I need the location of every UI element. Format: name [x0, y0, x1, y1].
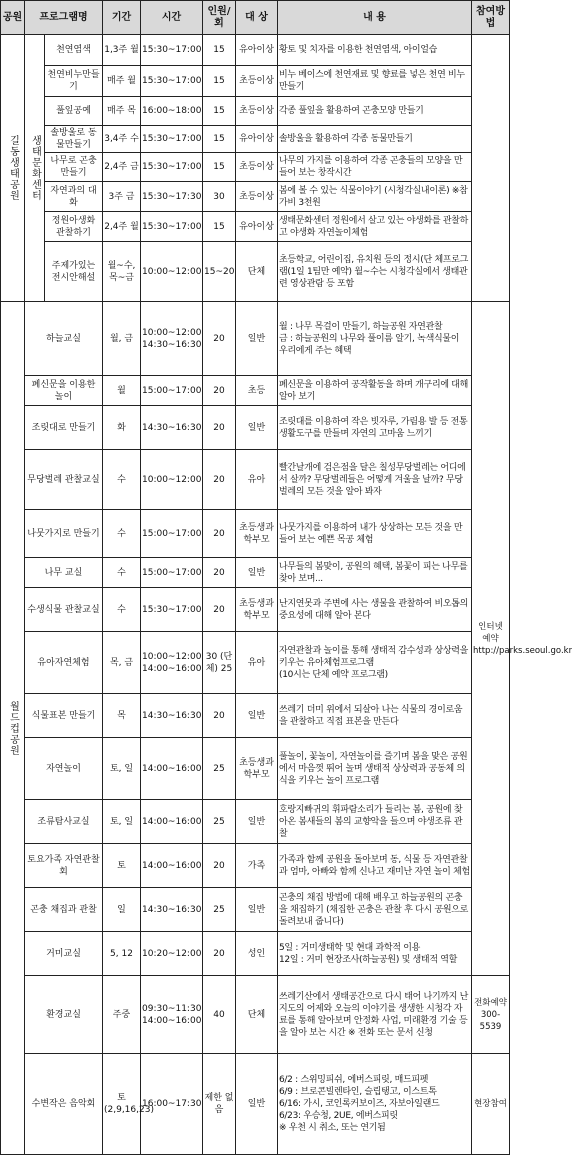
program-period: 목, 금 — [103, 632, 141, 694]
program-capacity: 20 — [203, 588, 236, 632]
program-period: 월~수, 목~금 — [103, 242, 141, 302]
program-target: 초등 — [236, 376, 278, 406]
program-description: 6/2 : 스위밍피쉬, 에버스피릿, 매드피펫 6/9 : 브로콘빌렌타인, 슬립탱고, 이스트톡 6/16: 가시, 코인록커보이즈, 자보아일랜드 6/23: 우승청, 2UE, 에버스피릿 ※ 우천 시 취소, 또는 연기됨 — [278, 1054, 472, 1155]
header-period: 기간 — [103, 1, 141, 35]
program-target: 초등생과 학부모 — [236, 588, 278, 632]
program-time: 10:00~12:00 14:00~16:00 — [141, 632, 203, 694]
program-name: 자연놀이 — [25, 738, 103, 800]
program-time: 15:00~17:00 — [141, 510, 203, 558]
header-row — [1, 1, 510, 35]
program-target: 일반 — [236, 302, 278, 376]
park-name-gildong — [1, 35, 25, 302]
program-name: 나무로 곤충만들기 — [45, 153, 103, 182]
park-name-gildong-text: 길동생태공원 — [7, 135, 19, 201]
program-period: 수 — [103, 450, 141, 510]
program-description: 솔방울을 활용하여 각종 동물만들기 — [278, 126, 472, 153]
program-capacity: 30 (단체) 25 — [203, 632, 236, 694]
program-time: 15:30~17:30 — [141, 182, 203, 212]
program-description: 각종 풀잎을 활용하여 곤충모양 만들기 — [278, 97, 472, 126]
program-capacity: 20 — [203, 844, 236, 888]
program-time: 14:30~16:30 — [141, 694, 203, 738]
program-target: 가족 — [236, 844, 278, 888]
header-capacity: 인원/회 — [203, 1, 236, 35]
program-period: 월 — [103, 376, 141, 406]
program-capacity: 40 — [203, 976, 236, 1054]
program-time: 10:00~12:00 — [141, 450, 203, 510]
header-program-name: 프로그램명 — [25, 1, 103, 35]
program-target: 일반 — [236, 800, 278, 844]
table-body — [1, 35, 572, 1155]
program-name: 솔방울로 동물만들기 — [45, 126, 103, 153]
program-target: 단체 — [236, 242, 278, 302]
program-period: 목 — [103, 694, 141, 738]
program-target: 일반 — [236, 558, 278, 588]
program-time: 09:30~11:30 14:00~16:00 — [141, 976, 203, 1054]
program-name: 하늘교실 — [25, 302, 103, 376]
program-period: 수 — [103, 588, 141, 632]
program-period: 3주 금 — [103, 182, 141, 212]
program-capacity: 30 — [203, 182, 236, 212]
program-time: 10:00~12:00 14:30~16:30 — [141, 302, 203, 376]
program-description: 곤충의 채집 방법에 대해 배우고 하늘공원의 곤충을 채집하기 (채집한 곤충은 관찰 후 다시 공원으로 돌려보내 줍니다) — [278, 888, 472, 932]
program-capacity: 20 — [203, 450, 236, 510]
program-period: 토 — [103, 844, 141, 888]
program-target: 초등이상 — [236, 182, 278, 212]
program-description: 빨간날개에 검은점을 달은 칠성무당벌레는 어디에서 살까? 무당벌레들은 어떻게 겨울을 날까? 무당벌레의 모든 것을 알아 봐자 — [278, 450, 472, 510]
program-capacity: 15 — [203, 35, 236, 66]
method-onsite: 현장참여 — [472, 1054, 510, 1155]
program-time: 14:00~16:00 — [141, 738, 203, 800]
table-row — [1, 588, 510, 632]
program-target: 유아이상 — [236, 126, 278, 153]
program-period: 1,3주 월 — [103, 35, 141, 66]
table-row — [1, 694, 510, 738]
program-time: 10:00~12:00 — [141, 242, 203, 302]
program-capacity: 20 — [203, 694, 236, 738]
program-description: 5일 : 거미생태학 및 현대 과학적 이용 12일 : 거미 현장조사(하늘공원) 및 생태적 역할 — [278, 932, 472, 976]
program-description: 황토 및 치자를 이용한 천연염색, 아이얼습 — [278, 35, 472, 66]
header-park: 공원 — [1, 1, 25, 35]
program-description: 월 : 나무 목걸이 만들기, 하늘공원 자연관찰 금 : 하늘공원의 나무와 풀이름 알기, 녹색식물이 우리에게 주는 혜택 — [278, 302, 472, 376]
program-capacity: 15 — [203, 66, 236, 97]
program-target: 유아 — [236, 450, 278, 510]
program-target: 유아이상 — [236, 212, 278, 242]
table-row — [1, 932, 510, 976]
program-capacity: 20 — [203, 302, 236, 376]
program-name: 폐신문을 이용한 놀이 — [25, 376, 103, 406]
program-time: 16:00~18:00 — [141, 97, 203, 126]
program-period: 수 — [103, 558, 141, 588]
program-name: 풀잎공예 — [45, 97, 103, 126]
program-time: 14:00~16:00 — [141, 844, 203, 888]
program-name: 천연염색 — [45, 35, 103, 66]
program-name: 거미교실 — [25, 932, 103, 976]
program-time: 16:00~17:30 — [141, 1054, 203, 1155]
program-name: 자연과의 대화 — [45, 182, 103, 212]
program-target: 단체 — [236, 976, 278, 1054]
program-period: 토, 일 — [103, 738, 141, 800]
table-row — [1, 844, 510, 888]
program-name: 유아자연체험 — [25, 632, 103, 694]
program-description: 풀놀이, 꽃놀이, 자연놀이를 즐기며 봄을 맞은 공원에서 마음껏 뛰어 놀며 생태적 상상력과 공동체 의식을 키우는 놀이 프로그램 — [278, 738, 472, 800]
header-time: 시간 — [141, 1, 203, 35]
program-capacity: 20 — [203, 510, 236, 558]
park-name-worldcup-text: 월드컵공원 — [7, 700, 19, 756]
program-time: 10:20~12:00 — [141, 932, 203, 976]
program-description: 난지연못과 주변에 사는 생물을 관찰하여 비오톱의 중요성에 대해 알아 본다 — [278, 588, 472, 632]
table-row — [1, 976, 510, 1054]
program-capacity: 25 — [203, 738, 236, 800]
program-target: 일반 — [236, 1054, 278, 1155]
program-name: 나무 교실 — [25, 558, 103, 588]
header-content: 내 용 — [278, 1, 472, 35]
program-period: 월, 금 — [103, 302, 141, 376]
program-target: 초등생과 학부모 — [236, 510, 278, 558]
program-name: 곤충 채집과 관찰 — [25, 888, 103, 932]
table-row — [1, 558, 510, 588]
program-capacity: 25 — [203, 888, 236, 932]
center-name-text: 생태문화센터 — [29, 135, 41, 201]
program-name: 나뭇가지로 만들기 — [25, 510, 103, 558]
table-row — [1, 242, 510, 302]
program-time: 14:30~16:30 — [141, 406, 203, 450]
program-capacity: 제한 없음 — [203, 1054, 236, 1155]
program-period: 토, 일 — [103, 800, 141, 844]
program-target: 초등이상 — [236, 66, 278, 97]
center-name — [25, 35, 45, 302]
program-name: 무당벌레 관찰교실 — [25, 450, 103, 510]
table-row — [1, 450, 510, 510]
program-description: 자연관찰과 놀이를 통해 생태적 감수성과 상상력을 키우는 유아체험프로그램 (10시는 단체 예약 프로그램) — [278, 632, 472, 694]
table-row — [1, 376, 510, 406]
program-period: 3,4주 수 — [103, 126, 141, 153]
program-target: 초등생과 학부모 — [236, 738, 278, 800]
table-row — [1, 212, 510, 242]
program-time: 15:00~17:00 — [141, 376, 203, 406]
program-time: 14:30~16:30 — [141, 888, 203, 932]
program-name: 주제가있는 전시안해설 — [45, 242, 103, 302]
program-time: 15:30~17:00 — [141, 66, 203, 97]
program-capacity: 15 — [203, 97, 236, 126]
table-row — [1, 888, 510, 932]
table-row — [1, 182, 510, 212]
program-target: 일반 — [236, 694, 278, 738]
program-description: 폐신문을 이용하여 공작활동을 하며 개구리에 대해 알아 보기 — [278, 376, 472, 406]
program-period: 수 — [103, 510, 141, 558]
header-method: 참여방법 — [472, 1, 510, 35]
method-internet: 인터넷 예약 http://parks.seoul.go.kr — [472, 302, 510, 976]
program-capacity: 20 — [203, 558, 236, 588]
program-description: 호랑지빠귀의 휘파람소리가 들리는 봄, 공원에 찾아온 봄새들의 봄의 교향악을 들으며 야생조류 관찰 — [278, 800, 472, 844]
program-capacity: 15~20 — [203, 242, 236, 302]
header-target: 대 상 — [236, 1, 278, 35]
program-period: 2,4주 월 — [103, 212, 141, 242]
table-row — [1, 406, 510, 450]
table-row — [1, 738, 510, 800]
program-target: 일반 — [236, 888, 278, 932]
table-row — [1, 1054, 510, 1155]
program-name: 조류탐사교실 — [25, 800, 103, 844]
program-description: 쓰레기 더미 위에서 되살아 나는 식물의 경이로움을 관찰하고 직접 표본을 만든다 — [278, 694, 472, 738]
program-description: 조릿대를 이용하여 작은 빗자루, 가림용 발 등 전통 생활도구를 만들며 자연의 고마움 느끼기 — [278, 406, 472, 450]
program-target: 일반 — [236, 406, 278, 450]
program-capacity: 25 — [203, 800, 236, 844]
method-empty-1 — [472, 35, 510, 302]
table-row — [1, 800, 510, 844]
program-description: 나뭇가지를 이용하여 내가 상상하는 모든 것을 만들어 보는 예쁜 목공 체험 — [278, 510, 472, 558]
program-description: 가족과 함께 공원을 돌아보며 동, 식물 등 자연관찰과 엄마, 아빠와 함께 신나고 재미난 자연 놀이 체험 — [278, 844, 472, 888]
table-row — [1, 35, 510, 66]
program-description: 나무의 가지를 이용하여 각종 곤충들의 모양을 만들어 보는 창작시간 — [278, 153, 472, 182]
program-period: 매주 목 — [103, 97, 141, 126]
program-capacity: 15 — [203, 126, 236, 153]
program-name: 식물표본 만들기 — [25, 694, 103, 738]
table-row — [1, 632, 510, 694]
program-description: 비누 베이스에 천연재료 및 향료를 넣은 천연 비누만들기 — [278, 66, 472, 97]
program-period: 토 (2,9,16,23) — [103, 1054, 141, 1155]
program-period: 2,4주 금 — [103, 153, 141, 182]
program-name: 조릿대로 만들기 — [25, 406, 103, 450]
table-row — [1, 302, 510, 376]
table-row — [1, 510, 510, 558]
program-time: 15:30~17:00 — [141, 153, 203, 182]
program-time: 15:30~17:00 — [141, 588, 203, 632]
program-period: 매주 월 — [103, 66, 141, 97]
program-target: 초등이상 — [236, 153, 278, 182]
program-description: 쓰레기산에서 생태공간으로 다시 태어 나기까지 난지도의 어제와 오늘의 이야기를 생생한 시청각 자료를 통해 알아보며 안정화 사업, 미래환경 기술 등을 알아 보는 시간 ※ 전화 또는 문서 신청 — [278, 976, 472, 1054]
program-capacity: 20 — [203, 406, 236, 450]
program-description: 나무들의 봄맞이, 공원의 혜택, 봄꽃이 피는 나무를 찾아 보며... — [278, 558, 472, 588]
table-row — [1, 126, 510, 153]
program-name: 수생식물 관찰교실 — [25, 588, 103, 632]
program-time: 15:30~17:00 — [141, 212, 203, 242]
table-row — [1, 97, 510, 126]
program-target: 유아 — [236, 632, 278, 694]
program-period: 일 — [103, 888, 141, 932]
program-target: 성인 — [236, 932, 278, 976]
program-time: 15:30~17:00 — [141, 35, 203, 66]
program-time: 14:00~16:00 — [141, 800, 203, 844]
program-name: 수변작은 음악회 — [25, 1054, 103, 1155]
program-target: 초등이상 — [236, 97, 278, 126]
program-period: 5, 12 — [103, 932, 141, 976]
program-name: 토요가족 자연관찰회 — [25, 844, 103, 888]
program-capacity: 20 — [203, 932, 236, 976]
program-period: 주중 — [103, 976, 141, 1054]
park-name-worldcup — [1, 302, 25, 1155]
table-row — [1, 66, 510, 97]
program-target: 유아이상 — [236, 35, 278, 66]
program-description: 초등학교, 어린이집, 유치원 등의 정시(단 체프로그램(1일 1팀만 예약) 월~수는 시청각실에서 생태관련 영상관람 등 포함 — [278, 242, 472, 302]
program-name: 천연비누만들기 — [45, 66, 103, 97]
program-name: 환경교실 — [25, 976, 103, 1054]
program-capacity: 15 — [203, 212, 236, 242]
program-period: 화 — [103, 406, 141, 450]
program-capacity: 15 — [203, 153, 236, 182]
program-name: 정원아생화 관찰하기 — [45, 212, 103, 242]
program-capacity: 20 — [203, 376, 236, 406]
method-phone: 전화예약 300-5539 — [472, 976, 510, 1054]
program-description: 봄에 볼 수 있는 식물이야기 (시청각실내이론) ※참가비 3천원 — [278, 182, 472, 212]
table-row — [1, 153, 510, 182]
program-description: 생태문화센터 정원에서 살고 있는 야생화를 관찰하고 야생화 자연놀이체험 — [278, 212, 472, 242]
program-time: 15:00~17:00 — [141, 558, 203, 588]
program-time: 15:30~17:00 — [141, 126, 203, 153]
